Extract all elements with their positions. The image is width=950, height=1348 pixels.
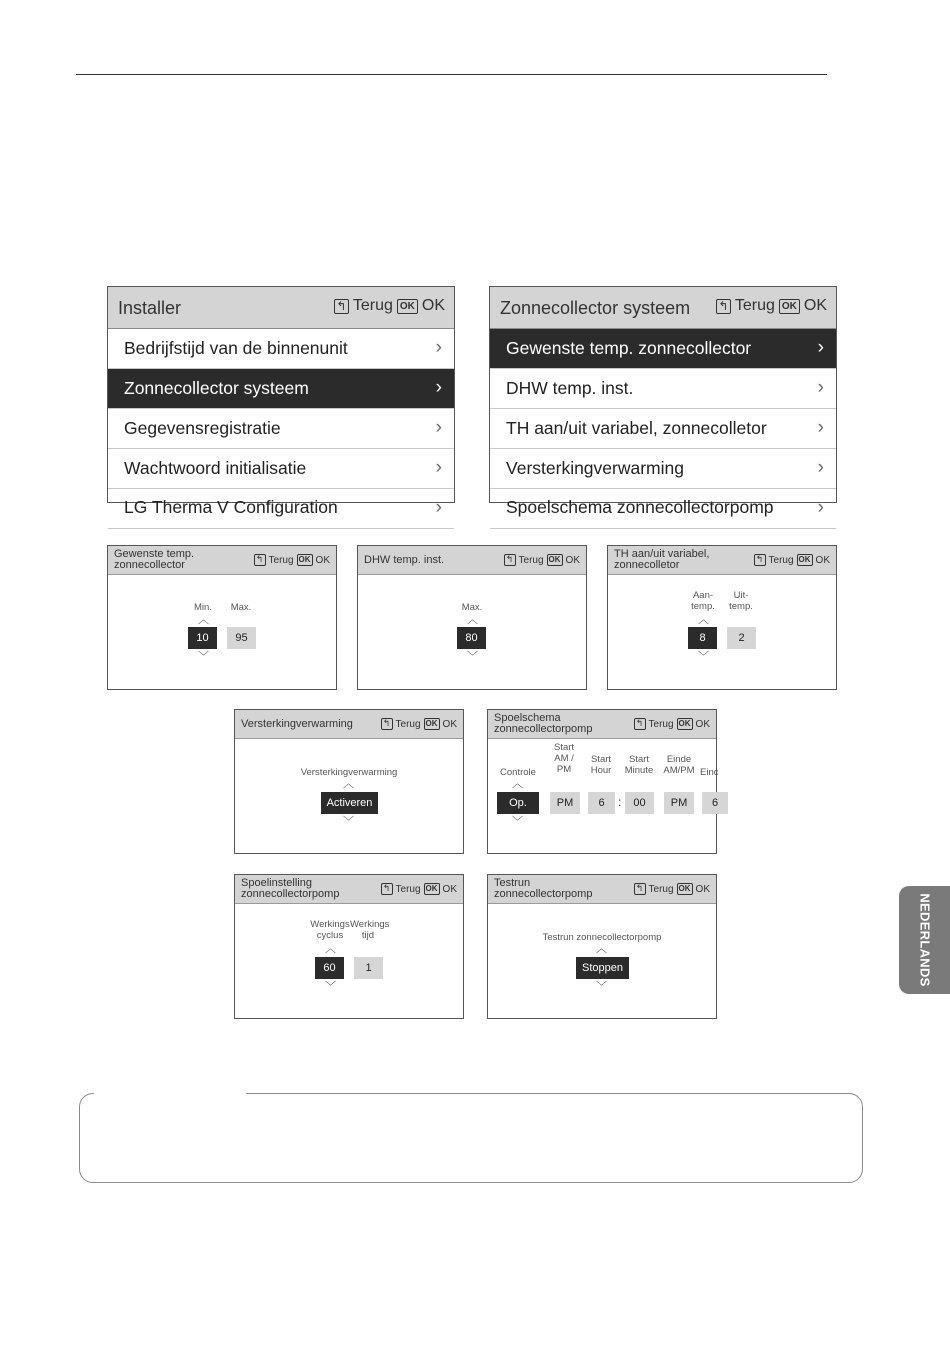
end-hour-label: Einc	[700, 767, 719, 778]
note-box-title-gap	[94, 1089, 246, 1097]
menu-item[interactable]	[490, 489, 836, 529]
ok-label[interactable]: OK	[803, 297, 827, 314]
menu-item-selected[interactable]	[490, 329, 836, 369]
up-chevron-icon[interactable]: ︿	[467, 614, 478, 626]
on-temp-label: Aan- temp.	[691, 590, 715, 612]
screen-title: Versterkingverwarming	[241, 718, 353, 730]
up-chevron-icon[interactable]: ︿	[343, 778, 354, 790]
back-label[interactable]: Terug	[395, 718, 421, 730]
testrun-label: Testrun zonnecollectorpomp	[542, 932, 662, 943]
boost-heating-value[interactable]: Activeren	[321, 792, 378, 814]
ok-key-icon[interactable]: OK	[678, 719, 691, 728]
language-side-tab	[899, 886, 950, 994]
time-label: Werkings tijd	[350, 919, 390, 941]
start-minute-label: Start Minute	[624, 754, 654, 776]
down-chevron-icon[interactable]: ﹀	[325, 981, 336, 993]
chevron-right-icon: ›	[817, 457, 824, 478]
menu-item[interactable]	[108, 449, 454, 489]
language-label: NEDERLANDS	[917, 893, 932, 987]
off-temp-value[interactable]: 2	[727, 627, 756, 649]
header-nav	[754, 554, 830, 566]
screen-header	[235, 875, 463, 904]
start-hour-label: Start Hour	[590, 754, 612, 776]
menu-item-selected[interactable]	[108, 369, 454, 409]
back-label[interactable]: Terug	[648, 883, 674, 895]
ok-label[interactable]: OK	[565, 554, 580, 566]
down-chevron-icon[interactable]: ﹀	[698, 651, 709, 663]
back-label[interactable]: Terug	[395, 883, 421, 895]
screen-header	[488, 875, 716, 904]
start-ampm-value[interactable]: PM	[550, 792, 580, 814]
back-arrow-icon[interactable]: ↰	[754, 554, 766, 566]
testrun-value[interactable]: Stoppen	[576, 957, 629, 979]
controle-label: Controle	[500, 767, 536, 778]
header-nav	[504, 554, 580, 566]
back-arrow-icon[interactable]: ↰	[381, 718, 393, 730]
ok-key-icon[interactable]: OK	[298, 555, 311, 564]
on-temp-value[interactable]: 8	[688, 627, 717, 649]
ok-label[interactable]: OK	[421, 297, 445, 314]
menu-item-label: TH aan/uit variabel, zonnecolletor	[506, 418, 767, 438]
header-nav	[334, 297, 445, 315]
back-label[interactable]: Terug	[734, 297, 775, 314]
menu-item[interactable]	[490, 369, 836, 409]
screen-title: Spoelinstelling zonnecollectorpomp	[241, 877, 340, 900]
screen-title: Installer	[118, 298, 182, 318]
screen-header	[235, 710, 463, 739]
menu-item-label: DHW temp. inst.	[506, 378, 634, 398]
th-on-off-screen	[607, 545, 837, 690]
ok-label[interactable]: OK	[815, 554, 830, 566]
back-arrow-icon[interactable]: ↰	[254, 554, 266, 566]
back-arrow-icon[interactable]: ↰	[504, 554, 516, 566]
menu-item-label: Bedrijfstijd van de binnenunit	[124, 338, 348, 358]
start-hour-value[interactable]: 6	[588, 792, 615, 814]
screen-header	[358, 546, 586, 575]
header-nav	[634, 718, 710, 730]
solar-system-menu-screen	[489, 286, 837, 518]
ok-label[interactable]: OK	[315, 554, 330, 566]
back-arrow-icon[interactable]: ↰	[634, 883, 646, 895]
ok-label[interactable]: OK	[695, 883, 710, 895]
off-temp-label: Uit- temp.	[729, 590, 753, 612]
ok-key-icon[interactable]: OK	[425, 719, 438, 728]
time-value[interactable]: 1	[354, 957, 383, 979]
menu-item[interactable]	[108, 329, 454, 369]
end-hour-value[interactable]: 6	[702, 792, 728, 814]
ok-key-icon[interactable]: OK	[548, 555, 561, 564]
screen-title: Gewenste temp. zonnecollector	[114, 548, 195, 571]
max-label: Max.	[461, 602, 483, 613]
max-value[interactable]: 80	[457, 627, 486, 649]
menu-item-label: Gewenste temp. zonnecollector	[506, 338, 752, 358]
back-label[interactable]: Terug	[268, 554, 294, 566]
screen-header	[488, 710, 716, 739]
menu-item[interactable]	[490, 409, 836, 449]
header-nav	[381, 883, 457, 895]
screen-header	[108, 287, 454, 329]
ok-key-icon[interactable]: OK	[397, 299, 418, 314]
installer-menu-screen	[107, 286, 455, 518]
down-chevron-icon[interactable]: ﹀	[343, 816, 354, 828]
ok-key-icon[interactable]: OK	[425, 884, 438, 893]
up-chevron-icon[interactable]: ︿	[325, 943, 336, 955]
chevron-right-icon: ›	[435, 497, 442, 518]
ok-label[interactable]: OK	[442, 883, 457, 895]
testrun-screen	[487, 874, 717, 1019]
back-label[interactable]: Terug	[518, 554, 544, 566]
screen-header	[608, 546, 836, 575]
screen-title: Zonnecollector systeem	[500, 298, 691, 318]
max-value[interactable]: 95	[227, 627, 256, 649]
chevron-right-icon: ›	[817, 377, 824, 398]
header-nav	[634, 883, 710, 895]
screen-title: DHW temp. inst.	[364, 554, 445, 566]
screen-title: TH aan/uit variabel, zonnecolletor	[614, 548, 710, 571]
cycle-label: Werkings cyclus	[310, 919, 350, 941]
chevron-right-icon: ›	[817, 337, 824, 358]
menu-item[interactable]	[108, 489, 454, 529]
up-chevron-icon[interactable]: ︿	[596, 943, 607, 955]
boost-heating-screen	[234, 709, 464, 854]
dhw-temp-screen	[357, 545, 587, 690]
ok-label[interactable]: OK	[695, 718, 710, 730]
back-arrow-icon[interactable]: ↰	[334, 299, 349, 314]
down-chevron-icon[interactable]: ﹀	[198, 651, 209, 663]
back-arrow-icon[interactable]: ↰	[716, 299, 731, 314]
cycle-value[interactable]: 60	[315, 957, 344, 979]
boost-heating-label: Versterkingverwarming	[300, 767, 398, 778]
header-nav	[716, 297, 827, 315]
start-ampm-label: Start AM / PM	[553, 742, 575, 775]
end-ampm-value[interactable]: PM	[664, 792, 694, 814]
max-label: Max.	[230, 602, 252, 613]
chevron-right-icon: ›	[817, 417, 824, 438]
min-value[interactable]: 10	[188, 627, 217, 649]
back-arrow-icon[interactable]: ↰	[634, 718, 646, 730]
start-minute-value[interactable]: 00	[625, 792, 654, 814]
menu-item-label: Wachtwoord initialisatie	[124, 458, 307, 478]
flush-setting-screen	[234, 874, 464, 1019]
ok-key-icon[interactable]: OK	[779, 299, 800, 314]
header-nav	[254, 554, 330, 566]
end-ampm-label: Einde AM/PM	[663, 754, 695, 776]
down-chevron-icon[interactable]: ﹀	[467, 651, 478, 663]
ok-key-icon[interactable]: OK	[798, 555, 811, 564]
up-chevron-icon[interactable]: ︿	[512, 778, 523, 790]
chevron-right-icon: ›	[817, 497, 824, 518]
note-box	[79, 1093, 863, 1183]
menu-item[interactable]	[108, 409, 454, 449]
down-chevron-icon[interactable]: ﹀	[596, 981, 607, 993]
menu-item-label: Versterkingverwarming	[506, 458, 684, 478]
chevron-right-icon: ›	[435, 337, 442, 358]
controle-value[interactable]: Op.	[497, 792, 539, 814]
back-label[interactable]: Terug	[352, 297, 393, 314]
menu-item-label: Gegevensregistratie	[124, 418, 281, 438]
chevron-right-icon: ›	[435, 417, 442, 438]
min-label: Min.	[194, 602, 212, 613]
top-divider	[76, 74, 827, 75]
menu-item-label: Zonnecollector systeem	[124, 378, 309, 398]
time-colon: :	[618, 795, 622, 809]
back-label[interactable]: Terug	[648, 718, 674, 730]
flush-schedule-screen	[487, 709, 717, 854]
up-chevron-icon[interactable]: ︿	[698, 614, 709, 626]
up-chevron-icon[interactable]: ︿	[198, 614, 209, 626]
chevron-right-icon: ›	[435, 457, 442, 478]
screen-header	[108, 546, 336, 575]
screen-header	[490, 287, 836, 329]
ok-key-icon[interactable]: OK	[678, 884, 691, 893]
ok-label[interactable]: OK	[442, 718, 457, 730]
chevron-right-icon: ›	[435, 377, 442, 398]
menu-item-label: LG Therma V Configuration	[124, 497, 338, 517]
back-label[interactable]: Terug	[768, 554, 794, 566]
menu-item-label: Spoelschema zonnecollectorpomp	[506, 497, 774, 517]
down-chevron-icon[interactable]: ﹀	[512, 816, 523, 828]
back-arrow-icon[interactable]: ↰	[381, 883, 393, 895]
menu-item[interactable]	[490, 449, 836, 489]
screen-title: Spoelschema zonnecollectorpomp	[494, 712, 593, 735]
screen-title: Testrun zonnecollectorpomp	[494, 877, 593, 900]
target-temp-screen	[107, 545, 337, 690]
header-nav	[381, 718, 457, 730]
